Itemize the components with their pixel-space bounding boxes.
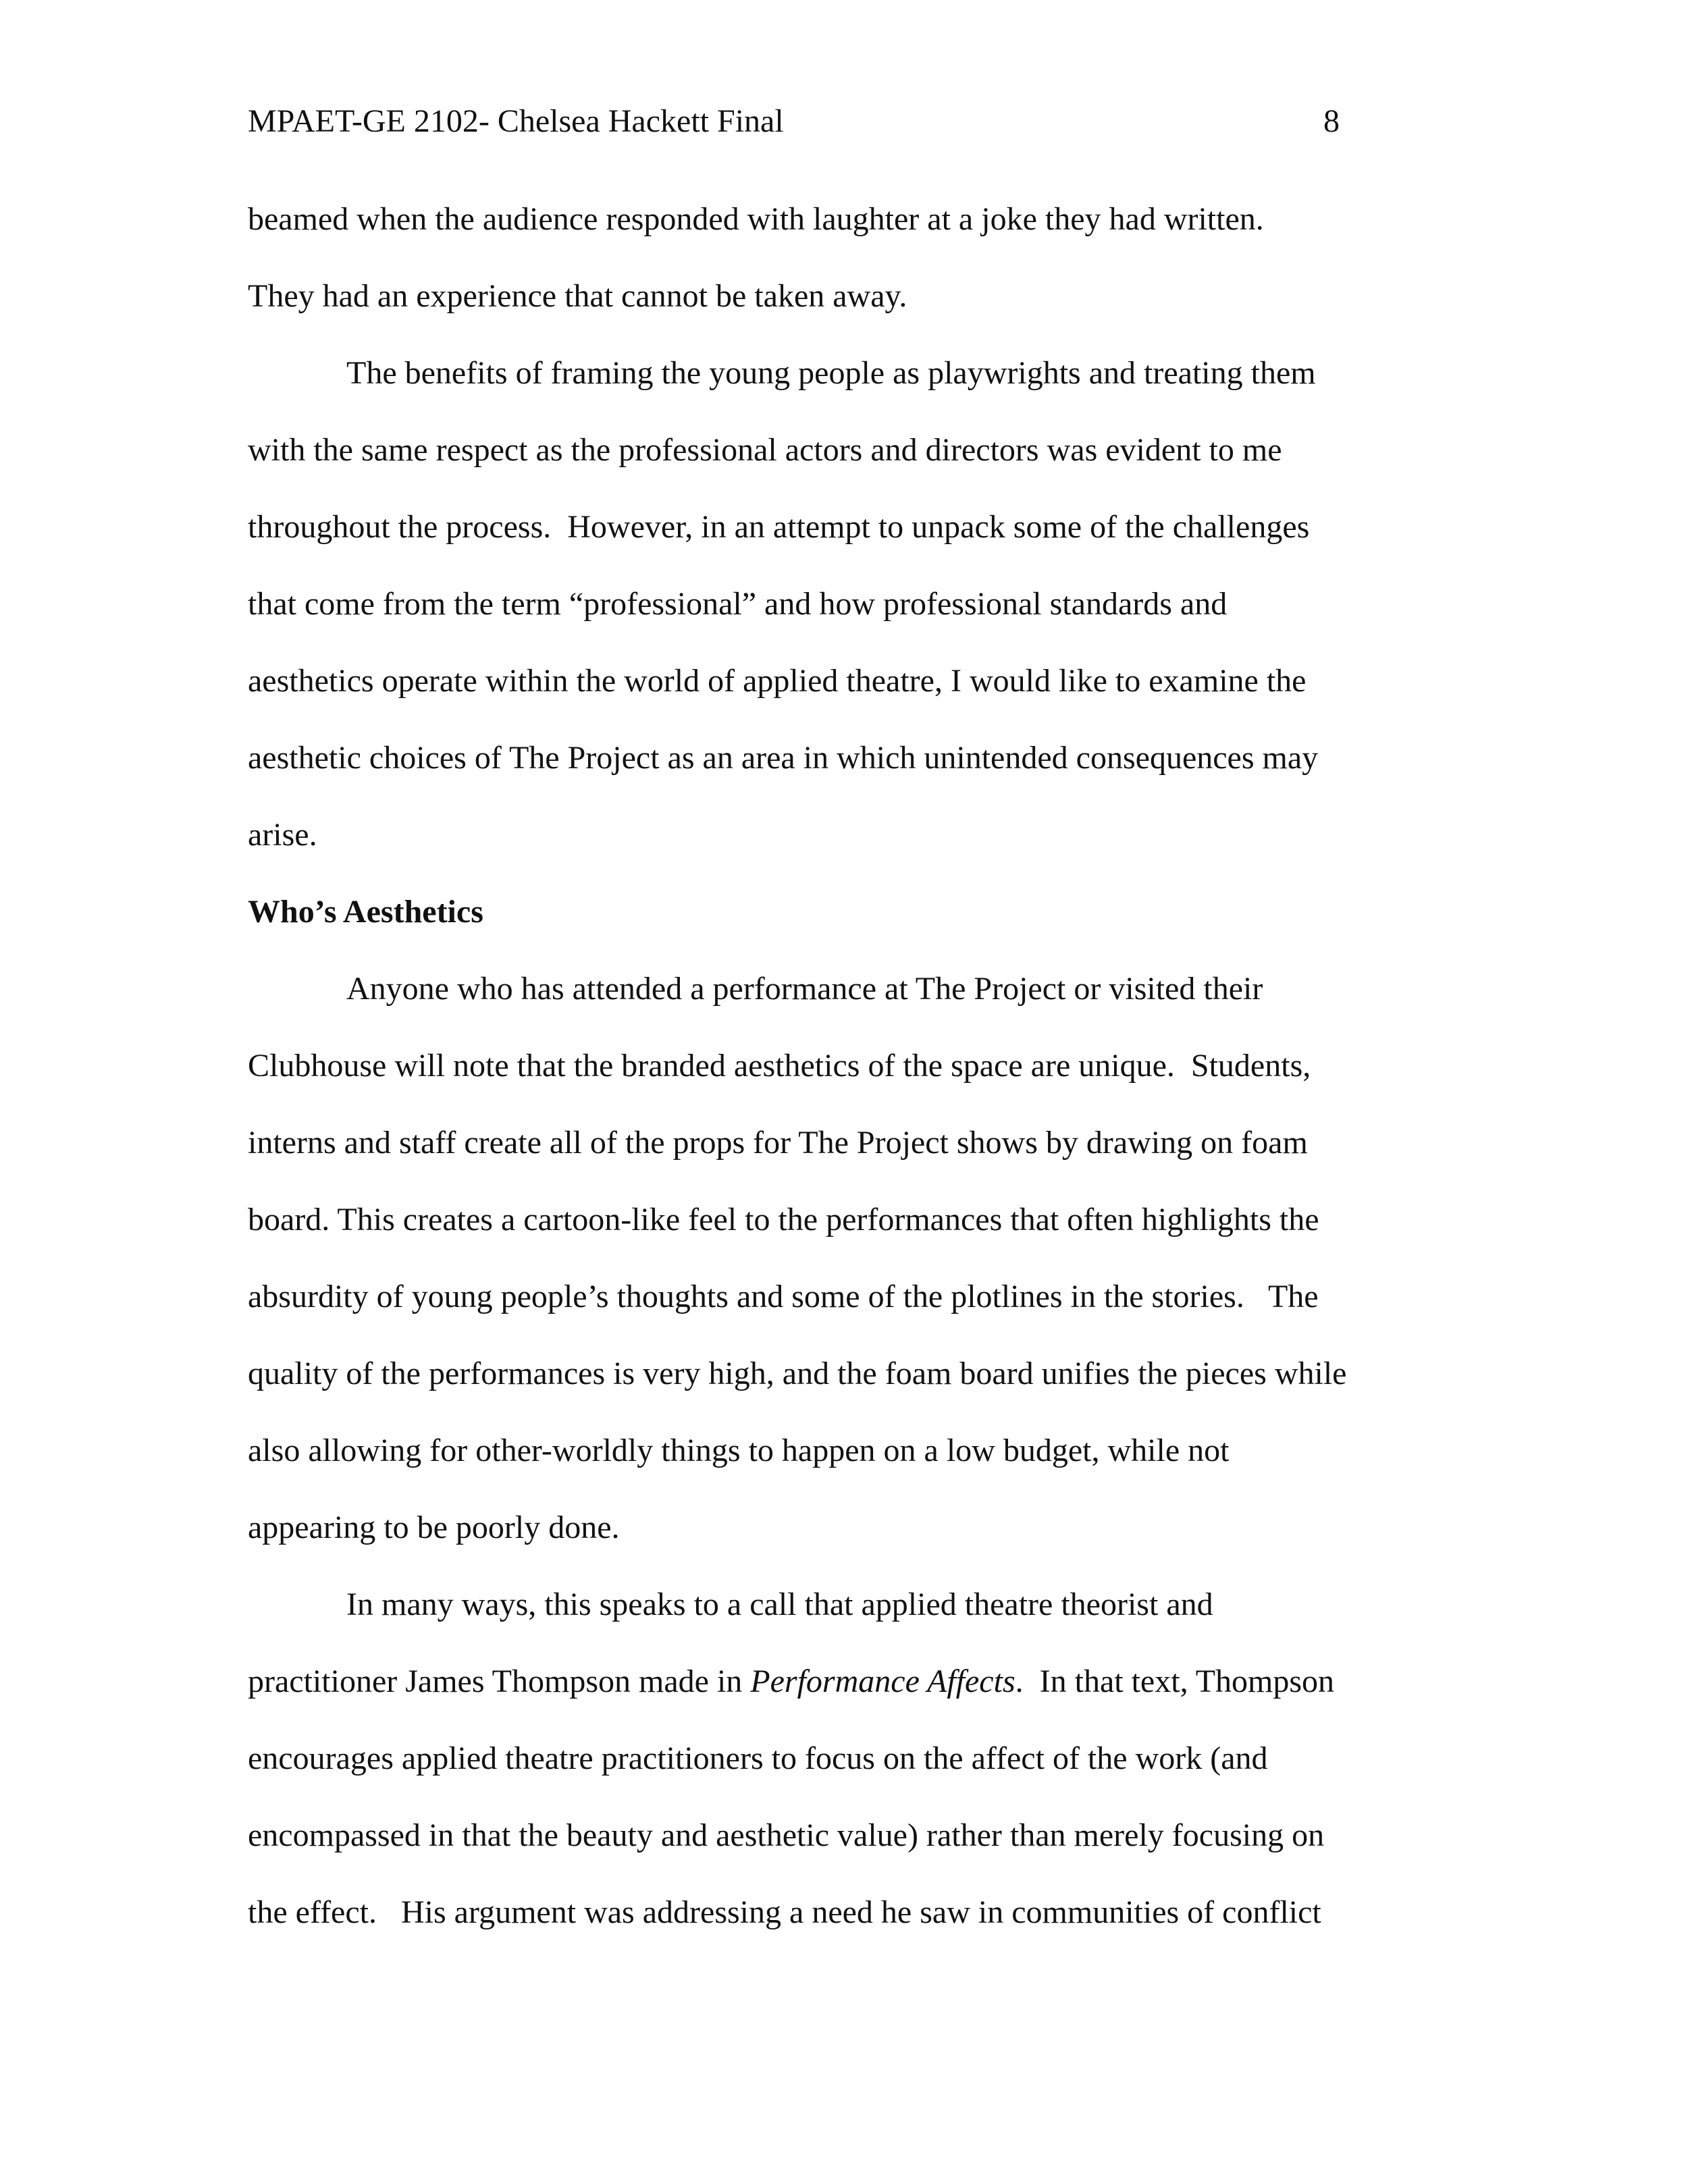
text-line: In many ways, this speaks to a call that applied theatre theorist and bbox=[346, 1587, 1213, 1622]
text-line: also allowing for other-worldly things to happen on a low budget, while not bbox=[248, 1433, 1230, 1468]
text-line: appearing to be poorly done. bbox=[248, 1510, 620, 1545]
text-line: encourages applied theatre practitioners to focus on the affect of the work (and bbox=[248, 1740, 1268, 1776]
text-line: interns and staff create all of the props for The Project shows by drawing on foam bbox=[248, 1125, 1308, 1161]
text-line: Clubhouse will note that the branded aesthetics of the space are unique. Students, bbox=[248, 1048, 1311, 1084]
text-line: board. This creates a cartoon-like feel to the performances that often highlights the bbox=[248, 1202, 1319, 1237]
text-line: quality of the performances is very high, and the foam board unifies the pieces while bbox=[248, 1356, 1347, 1391]
text-line: aesthetics operate within the world of applied theatre, I would like to examine the bbox=[248, 663, 1307, 699]
text-line bbox=[248, 1643, 1450, 1720]
page-number: 8 bbox=[1323, 103, 1340, 139]
text-segment: practitioner James Thompson made in bbox=[248, 1663, 751, 1699]
text-line: arise. bbox=[248, 817, 317, 853]
text-segment: . In that text, Thompson bbox=[1015, 1663, 1335, 1699]
text-line: absurdity of young people’s thoughts and some of the plotlines in the stories. The bbox=[248, 1279, 1319, 1314]
text-line: that come from the term “professional” and how professional standards and bbox=[248, 586, 1228, 622]
text-line: aesthetic choices of The Project as an area in which unintended consequences may bbox=[248, 740, 1319, 776]
text-line: with the same respect as the professional actors and directors was evident to me bbox=[248, 432, 1282, 468]
text-line: encompassed in that the beauty and aesthetic value) rather than merely focusing on bbox=[248, 1817, 1325, 1853]
text-line: the effect. His argument was addressing a need he saw in communities of conflict bbox=[248, 1894, 1321, 1930]
text-line: Anyone who has attended a performance at The Project or visited their bbox=[346, 971, 1263, 1007]
running-header-title: MPAET-GE 2102- Chelsea Hackett Final bbox=[248, 103, 784, 139]
section-heading: Who’s Aesthetics bbox=[248, 894, 483, 930]
text-line: The benefits of framing the young people as playwrights and treating them bbox=[346, 355, 1316, 391]
book-title: Performance Affects bbox=[750, 1663, 1016, 1699]
document-body bbox=[248, 181, 1450, 1951]
text-line: throughout the process. However, in an attempt to unpack some of the challenges bbox=[248, 509, 1310, 545]
text-line: beamed when the audience responded with laughter at a joke they had written. bbox=[248, 201, 1264, 237]
text-line: They had an experience that cannot be taken away. bbox=[248, 278, 907, 314]
